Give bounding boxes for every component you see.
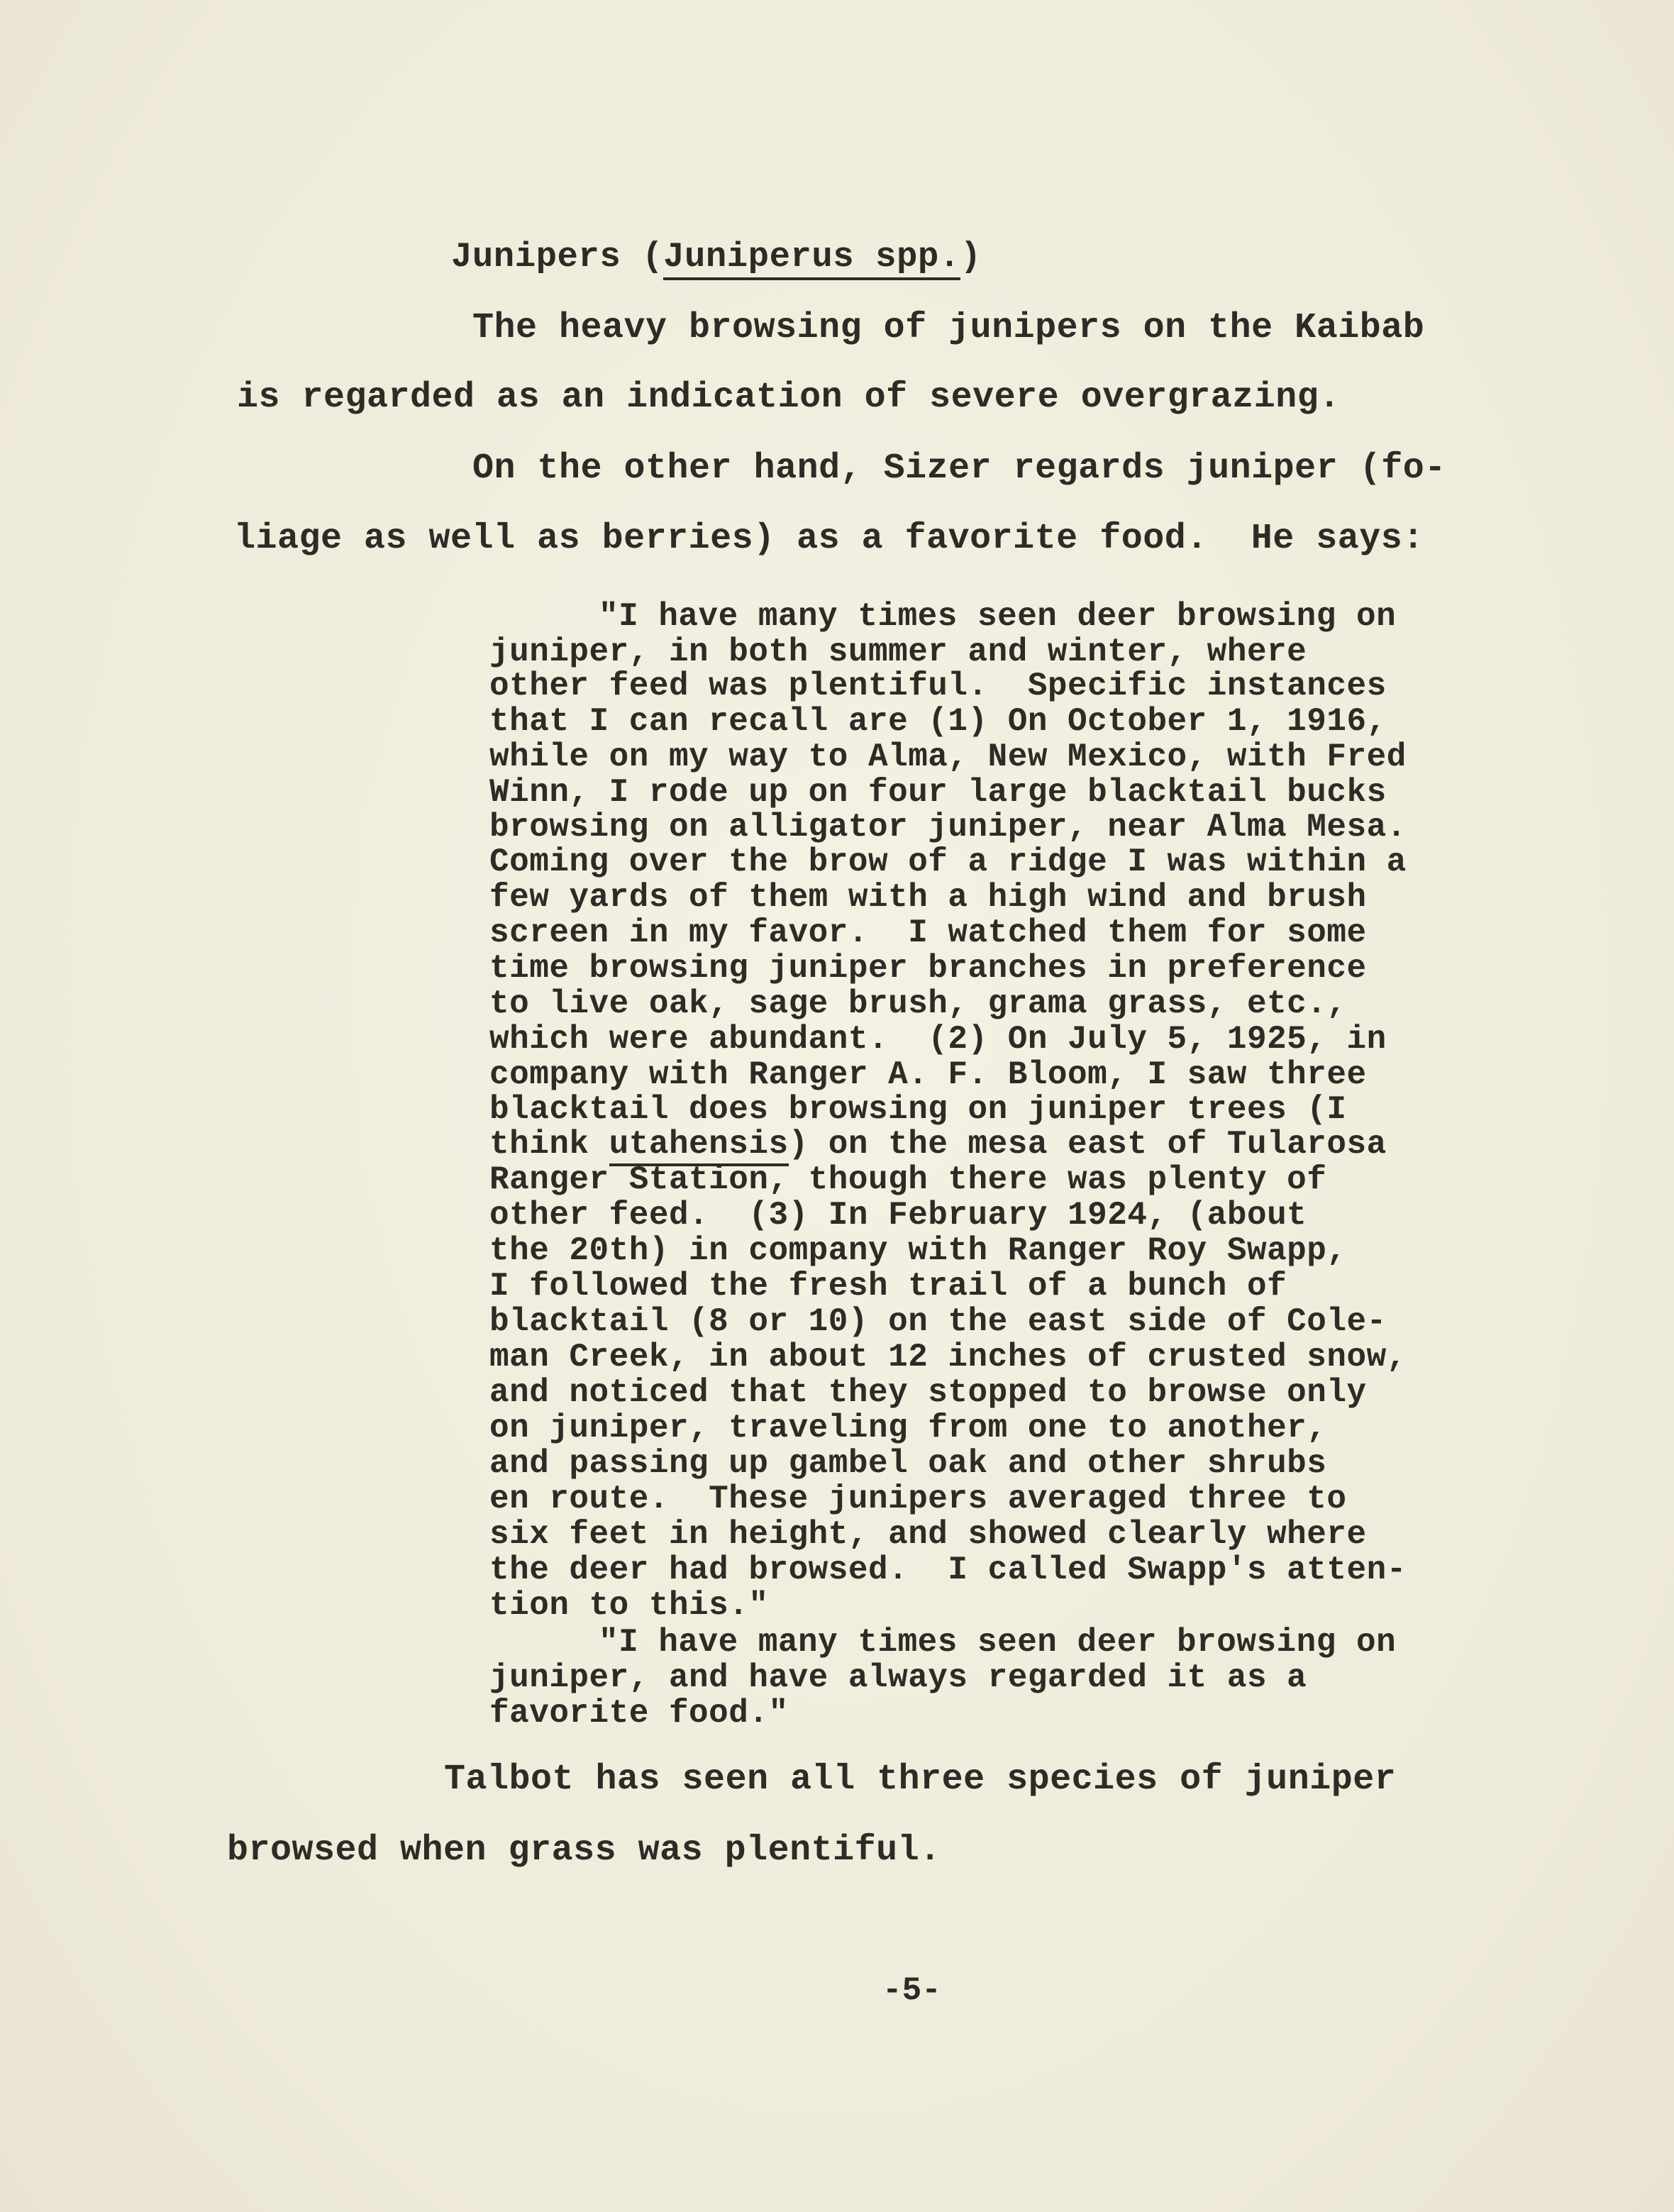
- heading-prefix: Junipers (: [451, 237, 664, 277]
- quote-line: and passing up gambel oak and other shrubs: [489, 1445, 1327, 1482]
- quote-line: time browsing juniper branches in preference: [489, 950, 1367, 987]
- quote-text: ) on the mesa east of Tularosa: [788, 1126, 1387, 1163]
- quote-line: Ranger Station, though there was plenty of: [489, 1161, 1327, 1198]
- quote-line: screen in my favor. I watched them for some: [489, 914, 1367, 951]
- quote-line: juniper, in both summer and winter, where: [489, 634, 1307, 670]
- quote-line: the 20th) in company with Ranger Roy Swapp,: [489, 1232, 1347, 1269]
- quote-line: the deer had browsed. I called Swapp's atten-: [489, 1552, 1407, 1588]
- quote-line: "I have many times seen deer browsing on: [599, 598, 1397, 635]
- quote-line: man Creek, in about 12 inches of crusted snow,: [489, 1339, 1407, 1376]
- species-name: Juniperus spp.: [663, 237, 960, 280]
- quote-line: other feed was plentiful. Specific instances: [489, 668, 1387, 704]
- section-heading: [451, 237, 982, 277]
- paragraph-line: Talbot has seen all three species of juniper: [444, 1759, 1397, 1800]
- quote-line: to live oak, sage brush, grama grass, etc.,: [489, 985, 1347, 1022]
- underlined-species: utahensis: [609, 1126, 789, 1166]
- quote-line: blacktail (8 or 10) on the east side of Cole-: [489, 1303, 1387, 1340]
- quote-text: think: [489, 1126, 609, 1163]
- quote-line: company with Ranger A. F. Bloom, I saw three: [489, 1056, 1367, 1093]
- quote-line: en route. These junipers averaged three to: [489, 1481, 1347, 1517]
- quote-line: which were abundant. (2) On July 5, 1925, in: [489, 1021, 1387, 1058]
- paragraph-line: The heavy browsing of junipers on the Kaibab: [472, 308, 1425, 348]
- quote-line: while on my way to Alma, New Mexico, with Fred: [489, 739, 1407, 775]
- quote-line: blacktail does browsing on juniper trees (I: [489, 1091, 1347, 1128]
- quote-line: "I have many times seen deer browsing on: [599, 1624, 1397, 1661]
- quote-line: few yards of them with a high wind and brush: [489, 879, 1367, 916]
- quote-line: favorite food.": [489, 1695, 789, 1732]
- quote-line: I followed the fresh trail of a bunch of: [489, 1268, 1287, 1305]
- quote-line-with-underline: [489, 1128, 1387, 1161]
- quote-line: tion to this.": [489, 1587, 769, 1624]
- paragraph-line: is regarded as an indication of severe overgrazing.: [237, 377, 1341, 418]
- quote-line: juniper, and have always regarded it as a: [489, 1659, 1307, 1696]
- quote-line: other feed. (3) In February 1924, (about: [489, 1197, 1307, 1234]
- quote-line: that I can recall are (1) On October 1, 1916,: [489, 703, 1387, 740]
- paragraph-line: browsed when grass was plentiful.: [227, 1830, 941, 1871]
- quote-line: Coming over the brow of a ridge I was within a: [489, 844, 1407, 880]
- heading-suffix: ): [960, 237, 982, 277]
- quote-line: Winn, I rode up on four large blacktail bucks: [489, 774, 1387, 811]
- page-number: -5-: [882, 1972, 941, 2009]
- quote-line: six feet in height, and showed clearly where: [489, 1516, 1367, 1553]
- quote-line: and noticed that they stopped to browse only: [489, 1374, 1367, 1411]
- quote-line: on juniper, traveling from one to another,: [489, 1410, 1327, 1447]
- paragraph-line: liage as well as berries) as a favorite food. He says:: [234, 519, 1424, 559]
- paragraph-line: On the other hand, Sizer regards juniper (fo-: [472, 448, 1446, 489]
- quote-line: browsing on alligator juniper, near Alma Mesa.: [489, 809, 1407, 846]
